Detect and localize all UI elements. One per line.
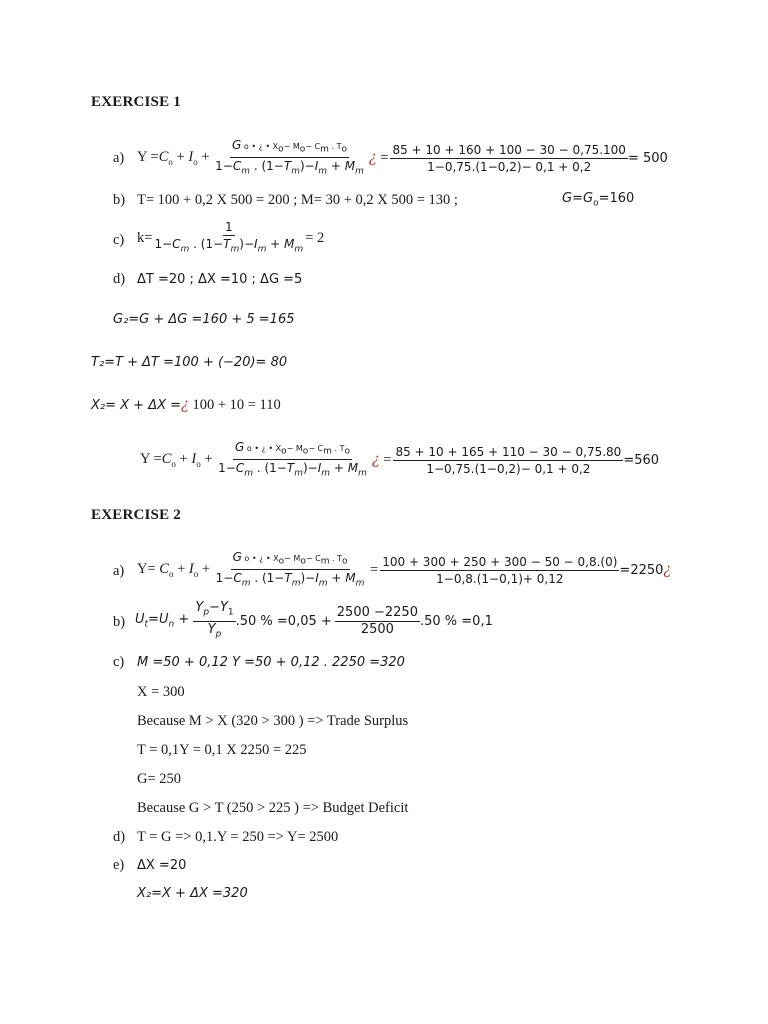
k-label: k=: [137, 229, 153, 246]
text-line: G= 250: [137, 771, 182, 787]
equation-2a: $Y= C_o + I_o$ + $\frac{G o • ¿ • X_o- M_o- C_m . T_o}{1-C_m . (1-T_m)-I_m + M_m}$ = $\frac{100 + 300 + 250 + 300 - 50 - 0,8.(0)}{1-0,8.(1-0,1)+ 0,12}$ =2250 ¿: [137, 549, 672, 589]
item-label: d): [113, 271, 126, 287]
exercise-2-title: EXERCISE 2: [91, 507, 181, 523]
equation-g2: G₂=G + ΔG =160 + 5 =165: [113, 312, 295, 327]
equation-y2: $Y =C_o + I_o$ + $\frac{G o • ¿ • X_o- M_o- C_m . T_o}{1-C_m . (1-T_m)-I_m + M_m}$ ¿ = $\frac{85 + 10 + 165 + 110 - 30 - 0,75.80}{1-0,75.(1-0,2)- 0,1 + 0,2}$ =560: [140, 439, 660, 479]
equation-2c-m: M =50 + 0,12 Y =50 + 0,12 . 2250 =320: [137, 655, 405, 670]
equation-2e-2: X₂=X + ΔX =320: [137, 886, 248, 901]
equation-1b: T= 100 + 0,2 X 500 = 200 ; M= 30 + 0,2 X 500 = 130 ;: [137, 192, 458, 208]
item-label: b): [113, 192, 126, 208]
exercise-1-title: EXERCISE 1: [91, 94, 181, 110]
text-line: X = 300: [137, 684, 185, 700]
fraction-numerator: 85 + 10 + 160 + 100 − 30 − 0,75.100: [392, 142, 626, 157]
equation-1d: ΔT =20 ; ΔX =10 ; ΔG =5: [137, 272, 303, 287]
equation-2b: $U_t=U_n$ + $\frac{Y_p-Y_1}{Y_p}$ .50 % =0,05 + $\frac{2500 -2250}{2500}$ .50 % =0,1: [135, 599, 493, 640]
result: = 500: [627, 150, 668, 166]
item-label: a): [113, 150, 125, 166]
result: =2250: [619, 562, 664, 578]
text-line: T = 0,1Y = 0,1 X 2250 = 225: [137, 742, 307, 758]
fraction-denominator: 1−0,75.(1−0,2)− 0,1 + 0,2: [426, 461, 591, 476]
fraction-denominator: 1−0,8.(1−0,1)+ 0,12: [436, 571, 564, 586]
equation-t2: T₂=T + ΔT =100 + (−20)= 80: [91, 355, 288, 370]
fraction-denominator: $1-C_m$ . $(1-T_m)-I_m + M_m$: [215, 159, 364, 177]
equation-2d: T = G => 0,1.Y = 250 => Y= 2500: [137, 829, 339, 845]
fraction-numerator: 100 + 300 + 250 + 300 − 50 − 0,8.(0): [382, 554, 618, 569]
result: = 2: [305, 229, 325, 246]
item-label: c): [113, 654, 125, 670]
item-label: b): [113, 614, 126, 630]
equation-x2: X₂= X + ΔX =¿ 100 + 10 = 110: [91, 397, 281, 413]
equation-1b-g: $G=G_o=160$: [562, 191, 635, 209]
fraction-denominator: 1−0,75.(1−0,2)− 0,1 + 0,2: [427, 159, 592, 174]
text-line: Because M > X (320 > 300 ) => Trade Surplus: [137, 713, 409, 729]
fraction-numerator: G o • ¿ • $X_o- M_o- C_m$ . $T_o$: [230, 138, 349, 159]
equation-1c: k= $\frac{1}{1-C_m . (1-T_m)-I_m + M_m}$ = 2: [137, 219, 325, 255]
item-label: e): [113, 857, 125, 873]
fraction-numerator: 1: [224, 219, 233, 234]
text-line: Because G > T (250 > 225 ) => Budget Deficit: [137, 800, 409, 816]
equation-1a: $Y =C_o + I_o$ + $\frac{G o • ¿ • X_o- M_o- C_m . T_o}{1-C_m . (1-T_m)-I_m + M_m}$ ¿ = $\frac{85 + 10 + 160 + 100 - 30 - 0,75.100}{1-0,75.(1-0,2)- 0,1 + 0,2}$ = 500: [137, 137, 668, 177]
item-label: d): [113, 829, 126, 845]
item-label: a): [113, 563, 125, 579]
fraction-numerator: 85 + 10 + 165 + 110 − 30 − 0,75.80: [395, 444, 622, 459]
result: =560: [623, 452, 660, 468]
equation-2e-1: ΔX =20: [137, 858, 187, 873]
item-label: c): [113, 232, 125, 248]
